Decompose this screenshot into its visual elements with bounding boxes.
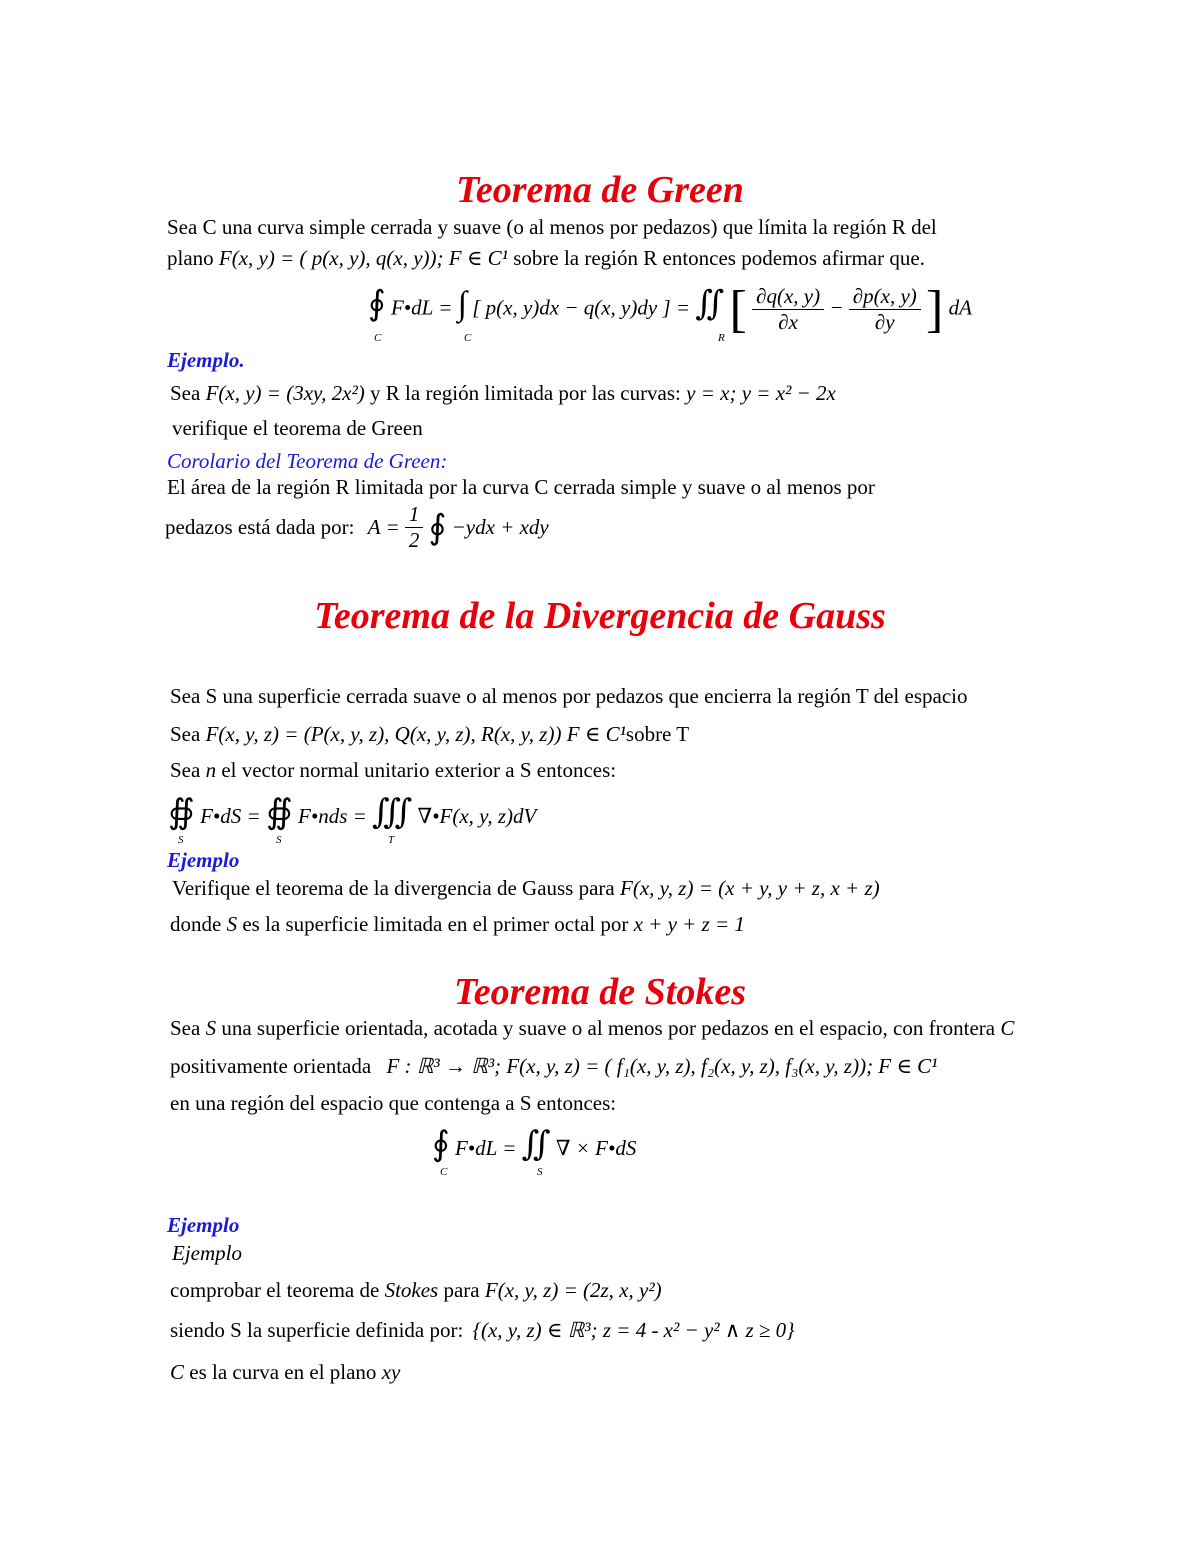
green-example-line2: verifique el teorema de Green <box>172 416 423 440</box>
text: positivamente orientada <box>170 1054 372 1078</box>
text: una superficie orientada, acotada y suave o al menos por pedazos en el espacio, con frontera <box>221 1016 996 1040</box>
math: {(x, y, z) ∈ ℝ³; z = 4 - x² − y² ∧ z ≥ 0} <box>472 1318 795 1342</box>
text: Sea <box>170 1016 201 1040</box>
stokes-example-line1 <box>170 1278 662 1303</box>
text: Sea <box>170 722 201 746</box>
contour-integral-icon: ∮ <box>428 509 447 547</box>
gauss-formula <box>168 792 536 832</box>
math: F•dS = <box>200 804 261 828</box>
denominator: ∂x <box>778 310 798 334</box>
green-formula-end: dA <box>948 295 972 320</box>
text: pedazos está dada por: <box>165 515 355 539</box>
green-formula-lhs: F•dL = <box>390 295 453 320</box>
green-line2-pre: plano <box>167 246 214 270</box>
stokes-line3: en una región del espacio que contenga a S entonces: <box>170 1091 617 1115</box>
numerator: ∂q(x, y) <box>752 284 824 310</box>
right-bracket-icon: ] <box>926 281 944 338</box>
denominator: ∂y <box>874 310 895 334</box>
math: Stokes <box>384 1278 439 1302</box>
math: xy <box>381 1360 401 1384</box>
numerator: 1 <box>405 502 424 528</box>
double-integral-icon: ∬ <box>695 285 725 323</box>
sub-t: T <box>388 834 395 846</box>
math: A = <box>367 515 400 539</box>
green-title: Teorema de Green <box>456 169 744 211</box>
math: x + y + z = 1 <box>633 912 745 936</box>
surface-integral-icon: ∯ <box>265 794 293 831</box>
math: F(x, y, z) = (x + y, y + z, x + z) <box>620 876 880 900</box>
gauss-example-line1 <box>172 876 880 901</box>
gauss-line1: Sea S una superficie cerrada suave o al menos por pedazos que encierra la región T del espacio <box>170 684 968 708</box>
math: y = x; y = x² − 2x <box>686 381 836 405</box>
text: Verifique el teorema de la divergencia de Gauss para <box>172 876 615 900</box>
math: F(x, y, z) = (P(x, y, z), Q(x, y, z), R(x, y, z)) F ∈ C¹ <box>205 722 626 746</box>
green-corollary-line1: El área de la región R limitada por la curva C cerrada simple y suave o al menos por <box>167 475 875 499</box>
text: y R la región limitada por las curvas: <box>370 381 681 405</box>
text: siendo S la superficie definida por: <box>170 1318 464 1342</box>
math: −ydx + xdy <box>451 515 549 539</box>
math: n <box>205 758 217 782</box>
stokes-example-line3 <box>170 1360 400 1385</box>
stokes-line2 <box>170 1054 937 1079</box>
fraction-one-half <box>405 502 424 553</box>
green-formula <box>368 280 972 340</box>
math: ∇•F(x, y, z)dV <box>417 804 537 828</box>
contour-integral-icon: ∮ <box>368 285 386 323</box>
stokes-line1 <box>170 1016 1014 1041</box>
green-line2-math: F(x, y) = ( p(x, y), q(x, y)); F ∈ C¹ <box>218 246 508 270</box>
numerator: ∂p(x, y) <box>849 284 921 310</box>
sub-s: S <box>276 834 282 846</box>
green-corollary-line2 <box>165 502 549 562</box>
stokes-example-label: Ejemplo <box>167 1213 240 1237</box>
stokes-example-label2: Ejemplo <box>172 1241 242 1265</box>
math: S <box>226 912 238 936</box>
green-corollary-label: Corolario del Teorema de Green: <box>167 449 448 473</box>
text: para <box>443 1278 480 1302</box>
left-bracket-icon: [ <box>729 281 747 338</box>
sub-c: C <box>440 1166 448 1178</box>
green-line2-post: sobre la región R entonces podemos afirmar que. <box>513 246 925 270</box>
gauss-example-line2 <box>170 912 745 937</box>
minus-icon: − <box>829 295 844 320</box>
contour-integral-icon: ∮ <box>432 1126 450 1163</box>
text: sobre T <box>625 722 690 746</box>
gauss-line2 <box>170 722 689 747</box>
text: donde <box>170 912 222 936</box>
math: F•dL = <box>454 1136 517 1160</box>
math: F(x, y) = (3xy, 2x²) <box>205 381 365 405</box>
green-example-label: Ejemplo. <box>167 348 245 372</box>
math: C <box>170 1360 185 1384</box>
text: es la curva en el plano <box>189 1360 377 1384</box>
math: F : ℝ³ → ℝ³; F(x, y, z) = ( f₁(x, y, z), f₂(x, y, z), f₃(x, y, z)); F ∈ C¹ <box>386 1054 938 1078</box>
green-line2 <box>167 246 925 271</box>
sub-s: S <box>537 1166 543 1178</box>
text: comprobar el teorema de <box>170 1278 380 1302</box>
sub-c: C <box>374 332 382 344</box>
fraction-dq-dx <box>752 284 824 335</box>
math: F(x, y, z) = (2z, x, y²) <box>484 1278 662 1302</box>
green-formula-mid: [ p(x, y)dx − q(x, y)dy ] = <box>472 295 691 320</box>
math: C <box>1000 1016 1015 1040</box>
green-line1: Sea C una curva simple cerrada y suave (o al menos por pedazos) que límita la región R del <box>167 215 937 239</box>
text: Sea <box>170 381 201 405</box>
fraction-dp-dy <box>849 284 921 335</box>
text: el vector normal unitario exterior a S entonces: <box>221 758 617 782</box>
sub-s: S <box>178 834 184 846</box>
text: es la superficie limitada en el primer octal por <box>242 912 629 936</box>
stokes-formula <box>432 1124 636 1164</box>
gauss-example-label: Ejemplo <box>167 848 240 872</box>
sub-r: R <box>718 332 725 344</box>
math: S <box>205 1016 217 1040</box>
math: F•nds = <box>298 804 367 828</box>
integral-icon: ∫ <box>457 285 467 323</box>
surface-integral-icon: ∯ <box>168 794 195 831</box>
green-example-line1 <box>170 381 836 406</box>
gauss-line3 <box>170 758 616 783</box>
stokes-example-line2 <box>170 1318 795 1343</box>
text: Sea <box>170 758 201 782</box>
math: ∇ × F•dS <box>555 1136 637 1160</box>
triple-integral-icon: ∭ <box>372 794 413 831</box>
sub-c: C <box>464 332 472 344</box>
denominator: 2 <box>408 528 420 552</box>
stokes-title: Teorema de Stokes <box>453 971 746 1013</box>
gauss-title: Teorema de la Divergencia de Gauss <box>314 595 886 637</box>
double-integral-icon: ∬ <box>521 1126 551 1163</box>
